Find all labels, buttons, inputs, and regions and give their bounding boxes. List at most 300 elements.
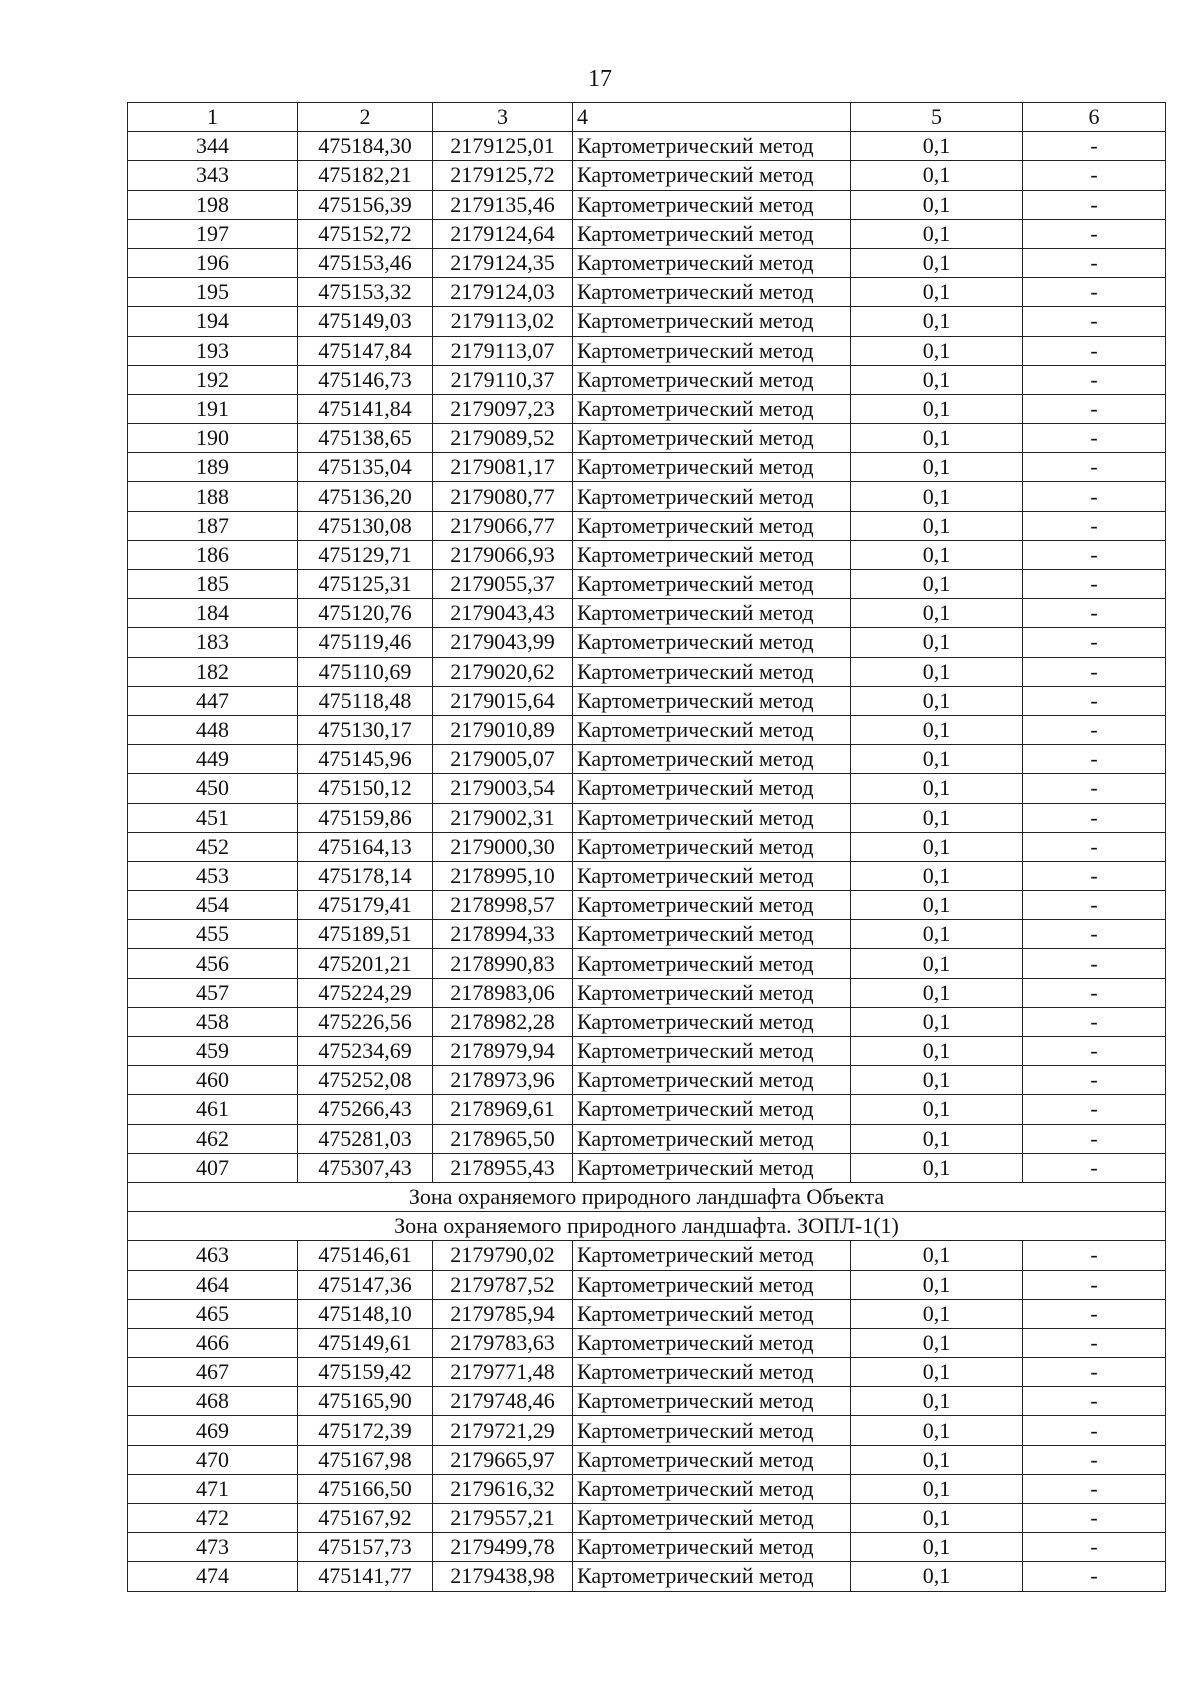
table-cell-col1: 193 xyxy=(128,336,298,365)
table-row xyxy=(128,1037,1166,1066)
table-cell-col4: Картометрический метод xyxy=(573,657,851,686)
table-cell-col3: 2178994,33 xyxy=(433,920,573,949)
table-cell-col6: - xyxy=(1023,190,1166,219)
table-cell-col6: - xyxy=(1023,1124,1166,1153)
table-cell-col5: 0,1 xyxy=(851,1416,1023,1445)
table-cell-col6: 6 xyxy=(1023,103,1166,132)
table-cell-col1: 183 xyxy=(128,628,298,657)
table-cell-col5: 0,1 xyxy=(851,1066,1023,1095)
table-cell-col4: Картометрический метод xyxy=(573,190,851,219)
table-row xyxy=(128,1241,1166,1270)
table-cell-col5: 0,1 xyxy=(851,1387,1023,1416)
table-cell-col2: 2 xyxy=(298,103,433,132)
table-cell-col4: Картометрический метод xyxy=(573,949,851,978)
table-cell-col1: 472 xyxy=(128,1504,298,1533)
table-cell-col4: Картометрический метод xyxy=(573,453,851,482)
table-cell-col6: - xyxy=(1023,570,1166,599)
table-cell-col3: 2179785,94 xyxy=(433,1299,573,1328)
table-cell-col6: - xyxy=(1023,949,1166,978)
table-cell-col4: Картометрический метод xyxy=(573,803,851,832)
table-cell-col2: 475164,13 xyxy=(298,832,433,861)
table-cell-col1: 463 xyxy=(128,1241,298,1270)
table-row xyxy=(128,1124,1166,1153)
table-cell-col5: 0,1 xyxy=(851,424,1023,453)
table-cell-col5: 0,1 xyxy=(851,394,1023,423)
table-cell-col5: 0,1 xyxy=(851,686,1023,715)
table-row xyxy=(128,1328,1166,1357)
table-row xyxy=(128,745,1166,774)
table-row xyxy=(128,132,1166,161)
table-cell-col5: 0,1 xyxy=(851,1124,1023,1153)
table-cell-col2: 475189,51 xyxy=(298,920,433,949)
table-cell-col2: 475110,69 xyxy=(298,657,433,686)
table-cell-col2: 475149,61 xyxy=(298,1328,433,1357)
table-cell-col5: 0,1 xyxy=(851,1328,1023,1357)
table-cell-col3: 2179043,99 xyxy=(433,628,573,657)
table-cell-col1: 189 xyxy=(128,453,298,482)
table-cell-col1: 459 xyxy=(128,1037,298,1066)
table-cell-col4: Картометрический метод xyxy=(573,1445,851,1474)
table-cell-col3: 2179124,35 xyxy=(433,248,573,277)
table-cell-col5: 0,1 xyxy=(851,861,1023,890)
table-cell-col3: 2178965,50 xyxy=(433,1124,573,1153)
table-cell-col2: 475157,73 xyxy=(298,1533,433,1562)
table-cell-col1: 344 xyxy=(128,132,298,161)
table-cell-col5: 0,1 xyxy=(851,1299,1023,1328)
table-cell-col3: 2179125,01 xyxy=(433,132,573,161)
table-cell-col3: 2178969,61 xyxy=(433,1095,573,1124)
table-cell-col4: Картометрический метод xyxy=(573,1124,851,1153)
table-cell-col6: - xyxy=(1023,248,1166,277)
table-cell-col6: - xyxy=(1023,599,1166,628)
table-cell-col2: 475252,08 xyxy=(298,1066,433,1095)
table-cell-col4: 4 xyxy=(573,103,851,132)
table-cell-col3: 2179721,29 xyxy=(433,1416,573,1445)
section-title-row xyxy=(128,1182,1166,1211)
table-cell-col4: Картометрический метод xyxy=(573,307,851,336)
table-row xyxy=(128,1416,1166,1445)
table-cell-col2: 475136,20 xyxy=(298,482,433,511)
table-cell-col1: 452 xyxy=(128,832,298,861)
table-row xyxy=(128,424,1166,453)
table-cell-col1: 190 xyxy=(128,424,298,453)
table-cell-col4: Картометрический метод xyxy=(573,1095,851,1124)
table-cell-col1: 194 xyxy=(128,307,298,336)
table-cell-col3: 2179110,37 xyxy=(433,365,573,394)
table-cell-col2: 475130,08 xyxy=(298,511,433,540)
table-cell-col3: 2178983,06 xyxy=(433,978,573,1007)
table-cell-col4: Картометрический метод xyxy=(573,540,851,569)
table-cell-col1: 447 xyxy=(128,686,298,715)
table-cell-col1: 448 xyxy=(128,715,298,744)
table-cell-col1: 458 xyxy=(128,1007,298,1036)
table-cell-col5: 0,1 xyxy=(851,365,1023,394)
table-cell-col6: - xyxy=(1023,365,1166,394)
table-cell-col5: 0,1 xyxy=(851,540,1023,569)
table-cell-col3: 2179748,46 xyxy=(433,1387,573,1416)
table-row xyxy=(128,861,1166,890)
table-cell-col3: 2179000,30 xyxy=(433,832,573,861)
table-cell-col3: 2179135,46 xyxy=(433,190,573,219)
table-cell-col3: 2179783,63 xyxy=(433,1328,573,1357)
table-cell-col2: 475165,90 xyxy=(298,1387,433,1416)
table-cell-col3: 2179020,62 xyxy=(433,657,573,686)
table-cell-col5: 0,1 xyxy=(851,219,1023,248)
table-cell-col1: 186 xyxy=(128,540,298,569)
table-row xyxy=(128,511,1166,540)
table-cell-col4: Картометрический метод xyxy=(573,628,851,657)
table-cell-col6: - xyxy=(1023,307,1166,336)
table-cell-col3: 2179665,97 xyxy=(433,1445,573,1474)
table-row xyxy=(128,1562,1166,1591)
table-row xyxy=(128,307,1166,336)
table-cell-col3: 2178955,43 xyxy=(433,1153,573,1182)
table-cell-col4: Картометрический метод xyxy=(573,599,851,628)
table-cell-col4: Картометрический метод xyxy=(573,1533,851,1562)
table-cell-col6: - xyxy=(1023,1153,1166,1182)
table-cell-col5: 0,1 xyxy=(851,628,1023,657)
table-cell-col2: 475120,76 xyxy=(298,599,433,628)
table-cell-col4: Картометрический метод xyxy=(573,570,851,599)
table-cell-col5: 0,1 xyxy=(851,657,1023,686)
table-cell-col3: 2179438,98 xyxy=(433,1562,573,1591)
subsection-title-row-text: Зона охраняемого природного ландшафта. ЗОПЛ-1(1) xyxy=(128,1212,1166,1241)
table-cell-col2: 475145,96 xyxy=(298,745,433,774)
table-cell-col2: 475146,61 xyxy=(298,1241,433,1270)
table-cell-col1: 188 xyxy=(128,482,298,511)
table-cell-col3: 2179499,78 xyxy=(433,1533,573,1562)
table-cell-col4: Картометрический метод xyxy=(573,482,851,511)
table-cell-col6: - xyxy=(1023,891,1166,920)
table-cell-col6: - xyxy=(1023,745,1166,774)
table-row xyxy=(128,336,1166,365)
table-cell-col1: 454 xyxy=(128,891,298,920)
table-cell-col1: 196 xyxy=(128,248,298,277)
table-cell-col3: 2179055,37 xyxy=(433,570,573,599)
table-cell-col6: - xyxy=(1023,657,1166,686)
table-cell-col1: 449 xyxy=(128,745,298,774)
table-cell-col6: - xyxy=(1023,861,1166,890)
table-cell-col2: 475307,43 xyxy=(298,1153,433,1182)
table-row xyxy=(128,248,1166,277)
table-cell-col3: 2178995,10 xyxy=(433,861,573,890)
table-cell-col6: - xyxy=(1023,1562,1166,1591)
table-cell-col4: Картометрический метод xyxy=(573,1358,851,1387)
table-cell-col1: 450 xyxy=(128,774,298,803)
table-cell-col1: 343 xyxy=(128,161,298,190)
table-cell-col4: Картометрический метод xyxy=(573,511,851,540)
table-cell-col5: 0,1 xyxy=(851,190,1023,219)
table-cell-col6: - xyxy=(1023,161,1166,190)
table-cell-col6: - xyxy=(1023,1328,1166,1357)
table-cell-col2: 475147,84 xyxy=(298,336,433,365)
table-cell-col3: 2179113,02 xyxy=(433,307,573,336)
table-cell-col5: 0,1 xyxy=(851,336,1023,365)
table-cell-col3: 2179080,77 xyxy=(433,482,573,511)
table-cell-col1: 191 xyxy=(128,394,298,423)
table-cell-col1: 407 xyxy=(128,1153,298,1182)
table-cell-col1: 198 xyxy=(128,190,298,219)
table-cell-col2: 475201,21 xyxy=(298,949,433,978)
table-cell-col2: 475153,46 xyxy=(298,248,433,277)
table-cell-col3: 2179002,31 xyxy=(433,803,573,832)
table-cell-col2: 475224,29 xyxy=(298,978,433,1007)
table-cell-col4: Картометрический метод xyxy=(573,424,851,453)
table-cell-col2: 475167,98 xyxy=(298,1445,433,1474)
table-cell-col1: 451 xyxy=(128,803,298,832)
table-row xyxy=(128,278,1166,307)
table-row xyxy=(128,1007,1166,1036)
table-cell-col2: 475129,71 xyxy=(298,540,433,569)
table-row xyxy=(128,978,1166,1007)
table-cell-col4: Картометрический метод xyxy=(573,861,851,890)
table-cell-col4: Картометрический метод xyxy=(573,1562,851,1591)
table-cell-col1: 467 xyxy=(128,1358,298,1387)
table-cell-col1: 455 xyxy=(128,920,298,949)
table-row xyxy=(128,832,1166,861)
table-cell-col1: 1 xyxy=(128,103,298,132)
table-cell-col5: 0,1 xyxy=(851,248,1023,277)
table-cell-col4: Картометрический метод xyxy=(573,278,851,307)
table-cell-col5: 0,1 xyxy=(851,161,1023,190)
table-cell-col6: - xyxy=(1023,1007,1166,1036)
table-cell-col6: - xyxy=(1023,219,1166,248)
table-cell-col6: - xyxy=(1023,132,1166,161)
table-cell-col4: Картометрический метод xyxy=(573,219,851,248)
table-cell-col3: 2179125,72 xyxy=(433,161,573,190)
table-cell-col2: 475141,77 xyxy=(298,1562,433,1591)
table-cell-col6: - xyxy=(1023,1095,1166,1124)
table-cell-col6: - xyxy=(1023,1299,1166,1328)
table-cell-col4: Картометрический метод xyxy=(573,161,851,190)
table-cell-col5: 0,1 xyxy=(851,1358,1023,1387)
table-cell-col2: 475179,41 xyxy=(298,891,433,920)
table-row xyxy=(128,1270,1166,1299)
table-cell-col5: 0,1 xyxy=(851,1504,1023,1533)
table-cell-col1: 453 xyxy=(128,861,298,890)
table-cell-col4: Картометрический метод xyxy=(573,978,851,1007)
table-cell-col2: 475148,10 xyxy=(298,1299,433,1328)
table-cell-col2: 475125,31 xyxy=(298,570,433,599)
table-cell-col3: 2179113,07 xyxy=(433,336,573,365)
table-cell-col5: 0,1 xyxy=(851,891,1023,920)
table-cell-col5: 0,1 xyxy=(851,920,1023,949)
table-cell-col5: 0,1 xyxy=(851,803,1023,832)
table-cell-col1: 456 xyxy=(128,949,298,978)
table-cell-col5: 0,1 xyxy=(851,1241,1023,1270)
table-cell-col2: 475159,42 xyxy=(298,1358,433,1387)
table-cell-col4: Картометрический метод xyxy=(573,715,851,744)
table-cell-col6: - xyxy=(1023,278,1166,307)
table-cell-col1: 182 xyxy=(128,657,298,686)
table-row xyxy=(128,599,1166,628)
table-row xyxy=(128,803,1166,832)
table-row xyxy=(128,1358,1166,1387)
table-cell-col6: - xyxy=(1023,424,1166,453)
table-cell-col1: 187 xyxy=(128,511,298,540)
table-cell-col6: - xyxy=(1023,1037,1166,1066)
table-cell-col2: 475167,92 xyxy=(298,1504,433,1533)
table-cell-col3: 2179089,52 xyxy=(433,424,573,453)
table-cell-col2: 475118,48 xyxy=(298,686,433,715)
table-cell-col5: 0,1 xyxy=(851,599,1023,628)
table-cell-col1: 184 xyxy=(128,599,298,628)
table-cell-col6: - xyxy=(1023,1533,1166,1562)
table-row xyxy=(128,920,1166,949)
table-cell-col4: Картометрический метод xyxy=(573,1153,851,1182)
table-cell-col4: Картометрический метод xyxy=(573,1504,851,1533)
table-cell-col3: 2179124,64 xyxy=(433,219,573,248)
table-cell-col3: 2179003,54 xyxy=(433,774,573,803)
table-row xyxy=(128,686,1166,715)
table-cell-col5: 0,1 xyxy=(851,832,1023,861)
table-cell-col6: - xyxy=(1023,686,1166,715)
table-cell-col3: 2178990,83 xyxy=(433,949,573,978)
table-cell-col4: Картометрический метод xyxy=(573,686,851,715)
table-row xyxy=(128,1504,1166,1533)
table-cell-col2: 475266,43 xyxy=(298,1095,433,1124)
table-row xyxy=(128,1153,1166,1182)
table-cell-col2: 475184,30 xyxy=(298,132,433,161)
table-cell-col3: 2179790,02 xyxy=(433,1241,573,1270)
table-cell-col1: 460 xyxy=(128,1066,298,1095)
table-cell-col5: 0,1 xyxy=(851,949,1023,978)
table-row xyxy=(128,219,1166,248)
table-cell-col6: - xyxy=(1023,1066,1166,1095)
table-cell-col1: 474 xyxy=(128,1562,298,1591)
page-number: 17 xyxy=(588,66,612,92)
subsection-title-row xyxy=(128,1212,1166,1241)
table-row xyxy=(128,1474,1166,1503)
table-cell-col4: Картометрический метод xyxy=(573,774,851,803)
table-cell-col2: 475147,36 xyxy=(298,1270,433,1299)
table-cell-col4: Картометрический метод xyxy=(573,1299,851,1328)
table-cell-col3: 2179081,17 xyxy=(433,453,573,482)
table-cell-col3: 2179010,89 xyxy=(433,715,573,744)
table-cell-col1: 471 xyxy=(128,1474,298,1503)
table-row xyxy=(128,949,1166,978)
table-cell-col5: 5 xyxy=(851,103,1023,132)
table-row xyxy=(128,1387,1166,1416)
table-cell-col5: 0,1 xyxy=(851,1474,1023,1503)
table-cell-col5: 0,1 xyxy=(851,715,1023,744)
table-cell-col4: Картометрический метод xyxy=(573,920,851,949)
table-cell-col2: 475226,56 xyxy=(298,1007,433,1036)
table-cell-col6: - xyxy=(1023,394,1166,423)
table-cell-col3: 2179616,32 xyxy=(433,1474,573,1503)
table-cell-col3: 2179124,03 xyxy=(433,278,573,307)
table-cell-col4: Картометрический метод xyxy=(573,1328,851,1357)
table-cell-col2: 475178,14 xyxy=(298,861,433,890)
table-cell-col6: - xyxy=(1023,1270,1166,1299)
table-row xyxy=(128,482,1166,511)
table-cell-col5: 0,1 xyxy=(851,1153,1023,1182)
table-cell-col4: Картометрический метод xyxy=(573,1037,851,1066)
coordinates-table xyxy=(127,102,1166,1592)
table-cell-col1: 473 xyxy=(128,1533,298,1562)
table-row xyxy=(128,715,1166,744)
table-cell-col4: Картометрический метод xyxy=(573,1007,851,1036)
table-cell-col2: 475172,39 xyxy=(298,1416,433,1445)
table-cell-col4: Картометрический метод xyxy=(573,1474,851,1503)
table-cell-col6: - xyxy=(1023,803,1166,832)
table-cell-col5: 0,1 xyxy=(851,978,1023,1007)
table-row xyxy=(128,657,1166,686)
table-cell-col3: 2179066,93 xyxy=(433,540,573,569)
table-cell-col5: 0,1 xyxy=(851,453,1023,482)
table-cell-col4: Картометрический метод xyxy=(573,1416,851,1445)
table-cell-col4: Картометрический метод xyxy=(573,891,851,920)
table-cell-col1: 470 xyxy=(128,1445,298,1474)
table-cell-col1: 457 xyxy=(128,978,298,1007)
table-cell-col6: - xyxy=(1023,1504,1166,1533)
table-cell-col1: 195 xyxy=(128,278,298,307)
table-cell-col2: 475152,72 xyxy=(298,219,433,248)
table-cell-col2: 475150,12 xyxy=(298,774,433,803)
table-cell-col1: 185 xyxy=(128,570,298,599)
table-row xyxy=(128,774,1166,803)
table-cell-col6: - xyxy=(1023,774,1166,803)
table-cell-col2: 475119,46 xyxy=(298,628,433,657)
table-cell-col2: 475166,50 xyxy=(298,1474,433,1503)
table-cell-col6: - xyxy=(1023,832,1166,861)
table-cell-col3: 2179097,23 xyxy=(433,394,573,423)
table-cell-col5: 0,1 xyxy=(851,482,1023,511)
table-cell-col1: 461 xyxy=(128,1095,298,1124)
table-cell-col6: - xyxy=(1023,628,1166,657)
table-cell-col4: Картометрический метод xyxy=(573,365,851,394)
table-cell-col6: - xyxy=(1023,920,1166,949)
table-cell-col1: 192 xyxy=(128,365,298,394)
table-row xyxy=(128,1066,1166,1095)
table-cell-col2: 475141,84 xyxy=(298,394,433,423)
table-cell-col6: - xyxy=(1023,540,1166,569)
table-cell-col3: 2178979,94 xyxy=(433,1037,573,1066)
table-cell-col3: 2179787,52 xyxy=(433,1270,573,1299)
table-cell-col2: 475159,86 xyxy=(298,803,433,832)
table-cell-col4: Картометрический метод xyxy=(573,336,851,365)
table-cell-col1: 466 xyxy=(128,1328,298,1357)
table-cell-col2: 475146,73 xyxy=(298,365,433,394)
table-row xyxy=(128,365,1166,394)
table-cell-col4: Картометрический метод xyxy=(573,745,851,774)
table-cell-col5: 0,1 xyxy=(851,774,1023,803)
table-cell-col1: 468 xyxy=(128,1387,298,1416)
table-cell-col3: 2178973,96 xyxy=(433,1066,573,1095)
table-cell-col4: Картометрический метод xyxy=(573,1387,851,1416)
table-cell-col3: 2179043,43 xyxy=(433,599,573,628)
section-title-row-text: Зона охраняемого природного ландшафта Объекта xyxy=(128,1182,1166,1211)
table-cell-col2: 475149,03 xyxy=(298,307,433,336)
table-cell-col5: 0,1 xyxy=(851,1445,1023,1474)
table-row xyxy=(128,628,1166,657)
table-cell-col6: - xyxy=(1023,715,1166,744)
table-cell-col6: - xyxy=(1023,453,1166,482)
table-row xyxy=(128,570,1166,599)
table-cell-col5: 0,1 xyxy=(851,1270,1023,1299)
table-row xyxy=(128,540,1166,569)
table-cell-col2: 475153,32 xyxy=(298,278,433,307)
table-cell-col4: Картометрический метод xyxy=(573,394,851,423)
table-cell-col5: 0,1 xyxy=(851,1562,1023,1591)
table-cell-col5: 0,1 xyxy=(851,511,1023,540)
table-cell-col5: 0,1 xyxy=(851,570,1023,599)
table-cell-col6: - xyxy=(1023,1241,1166,1270)
table-row xyxy=(128,453,1166,482)
table-cell-col3: 2178982,28 xyxy=(433,1007,573,1036)
table-cell-col4: Картометрический метод xyxy=(573,248,851,277)
table-cell-col1: 469 xyxy=(128,1416,298,1445)
